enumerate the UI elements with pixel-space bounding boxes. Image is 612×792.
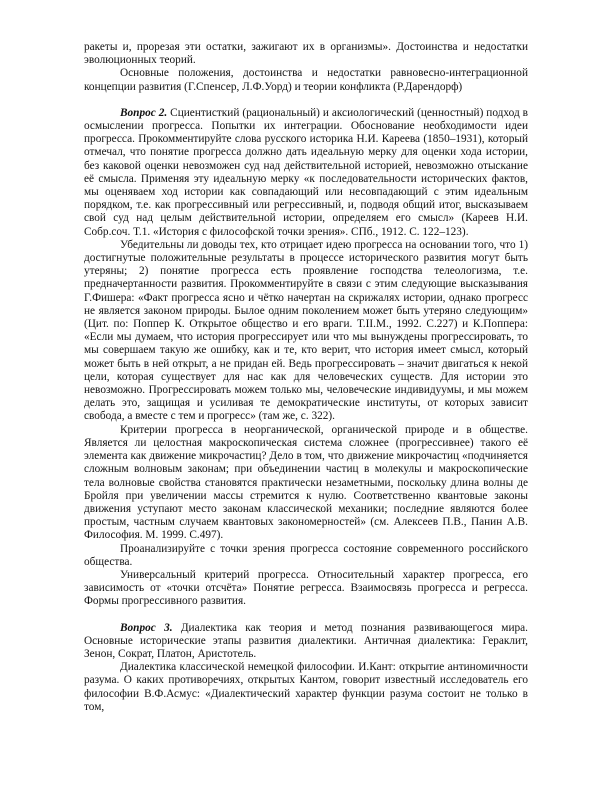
paragraph-universal-criterion [84,569,528,609]
question-2-paragraph [84,107,528,239]
paragraph-continuation [84,41,528,67]
paragraph-text: Основные положения, достоинства и недостатки равновесно-интеграционной концепции развития (Г.Спенсер, Л.Ф.Уорд) и теории конфликта (Р.Дарендорф) [84,67,528,93]
paragraph-text: Проанализируйте с точки зрения прогресса состояние современного российского общества. [84,542,528,568]
paragraph-text: Универсальный критерий прогресса. Относительный характер прогресса, его зависимость от «точки отсчёта» Понятие регресса. Взаимосвязь прогресса и регресса. Формы прогрессивного развития. [84,568,528,608]
question-label: Вопрос 3. [120,621,173,634]
paragraph-russian-society [84,543,528,569]
paragraph-text: ракеты и, прорезая эти остатки, зажигают их в организмы». Достоинства и недостатки эволюционных теорий. [84,41,528,67]
paragraph-progress-criteria [84,424,528,543]
paragraph-text: Убедительны ли доводы тех, кто отрицает идею прогресса на основании того, что 1) достигнутые положительные результаты в процессе исторического развития могут быть утеряны; 2) понятие прогресса есть проявление господства телеологизма, т.е. предначертанности развития. Прокомментируйте в связи с этим следующие высказывания Г.Фишера: «Факт прогресса ясно и чётко начертан на скрижалях истории, однако прогресс не является законом природы. Былое одним поколением может быть утеряно следующим» (Цит. по: Поппер К. Открытое общество и его враги. Т.II.М., 1992. С.227) и К.Поппера: «Если мы думаем, что история прогрессирует или что мы вынуждены прогрессировать, то мы совершаем такую же ошибку, как и те, кто верит, что история имеет смысл, который может быть в ней открыт, а не придан ей. Ведь прогрессировать – значит двигаться к некой цели, которая существует для нас как для человеческих существ. Для истории это невозможно. Прогрессировать можем только мы, человеческие индивидуумы, и мы можем делать это, защищая и усиливая те демократические институты, от которых зависит свобода, а вместе с тем и прогресс» (там же, с. 322). [84,238,528,423]
paragraph-german-dialectics [84,661,528,714]
paragraph-text: Диалектика как теория и метод познания развивающегося мира. Основные исторические этапы развития диалектики. Античная диалектика: Гераклит, Зенон, Сократ, Платон, Аристотель. [84,621,528,660]
question-3-paragraph [84,622,528,662]
paragraph-spencer-dahrendorf [84,67,528,93]
paragraph-text: Сциентисткий (рациональный) и аксиологический (ценностный) подход в осмыслении прогресса. Попытки их интеграции. Обоснование необходимости идеи прогресса. Прокомментируйте слова русского историка Н.И. Кареева (1850–1931), который отмечал, что понятие прогресса должно дать идеальную мерку для оценки хода истории, без каковой оценки невозможен суд над действительной историей, невозможно отыскание её смысла. Применяя эту идеальную мерку «к последовательности исторических фактов, мы оценяваем ход истории как совпадающий или несовпадающий с этим идеальным порядком, т.е. как прогрессивный или регрессивный, и, подводя общий итог, высказываем свой суд над целым действительной истории, определяем его смысл» (Кареев Н.И. Собр.соч. Т.1. «История с философской точки зрения». СПб., 1912. С. 122–123). [84,106,528,238]
paragraph-progress-arguments [84,239,528,424]
question-label: Вопрос 2. [120,106,168,119]
paragraph-text: Диалектика классической немецкой философии. И.Кант: открытие антиномичности разума. О каких противоречиях, открытых Кантом, говорит известный исследователь его философии В.Ф.Асмус: «Диалектический характер функции разума состоит не только в том, [84,661,528,713]
paragraph-text: Критерии прогресса в неорганической, органической природе и в обществе. Является ли целостная макроскопическая система сложнее (прогрессивнее) такого её элемента как движение микрочастиц? Дело в том, что движение микрочастиц «подчиняется сложным волновым законам; при объединении частиц в молекулы и макроскопические тела волновые свойства становятся практически незаметными, поскольку длина волны де Бройля при увеличении массы стремится к нулю. Соответственно квантовые законы движения уступают место законам классической механики; последние являются более простым, частным случаем квантовых закономерностей» (см. Алексеев П.В., Панин А.В. Философия. М. 1999. С.497). [84,423,528,542]
